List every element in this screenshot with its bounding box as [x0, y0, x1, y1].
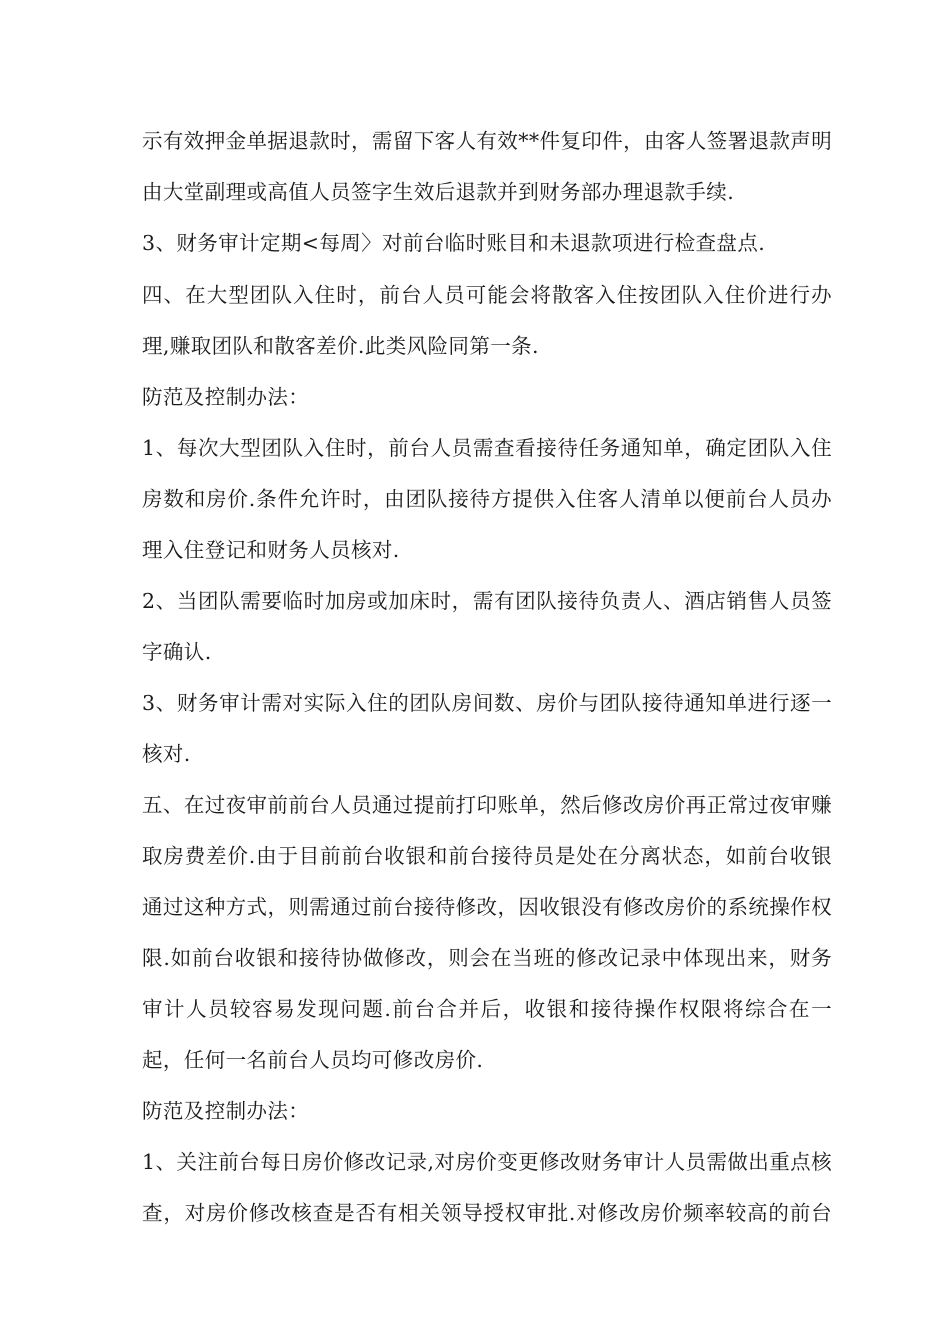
text-line-14: 五、在过夜审前前台人员通过提前打印账单，然后修改房价再正常过夜审赚	[142, 793, 832, 817]
text-line-12: 3、财务审计需对实际入住的团队房间数、房价与团队接待通知单进行逐一	[142, 691, 832, 715]
text-line-17: 限.如前台收银和接待协做修改，则会在当班的修改记录中体现出来，财务	[142, 946, 832, 970]
text-line-3: 3、财务审计定期<每周〉对前台临时账目和未退款项进行检查盘点.	[142, 231, 766, 255]
text-line-9: 理入住登记和财务人员核对.	[142, 538, 400, 562]
text-line-2: 由大堂副理或高值人员签字生效后退款并到财务部办理退款手续.	[142, 180, 735, 204]
text-line-19: 起，任何一名前台人员均可修改房价.	[142, 1048, 484, 1072]
text-line-10: 2、当团队需要临时加房或加床时，需有团队接待负责人、酒店销售人员签	[142, 589, 832, 613]
text-line-1: 示有效押金单据退款时，需留下客人有效**件复印件，由客人签署退款声明	[142, 129, 833, 153]
text-line-5: 理,赚取团队和散客差价.此类风险同第一条.	[142, 334, 539, 358]
text-line-4: 四、在大型团队入住时，前台人员可能会将散客入住按团队入住价进行办	[142, 283, 832, 307]
text-line-11: 字确认.	[142, 640, 212, 664]
section-heading-1: 防范及控制办法：	[142, 385, 310, 409]
text-line-16: 通过这种方式，则需通过前台接待修改，因收银没有修改房价的系统操作权	[142, 895, 832, 919]
text-line-13: 核对.	[142, 742, 191, 766]
section-heading-2: 防范及控制办法：	[142, 1099, 310, 1123]
text-line-18: 审计人员较容易发现问题.前台合并后，收银和接待操作权限将综合在一	[142, 997, 832, 1021]
text-line-15: 取房费差价.由于目前前台收银和前台接待员是处在分离状态，如前台收银	[142, 844, 832, 868]
text-line-22: 查，对房价修改核查是否有相关领导授权审批.对修改房价频率较高的前台	[142, 1201, 832, 1225]
text-line-8: 房数和房价.条件允许时，由团队接待方提供入住客人清单以便前台人员办	[142, 487, 832, 511]
text-line-21: 1、关注前台每日房价修改记录,对房价变更修改财务审计人员需做出重点核	[142, 1150, 832, 1174]
text-line-7: 1、每次大型团队入住时，前台人员需查看接待任务通知单，确定团队入住	[142, 436, 832, 460]
